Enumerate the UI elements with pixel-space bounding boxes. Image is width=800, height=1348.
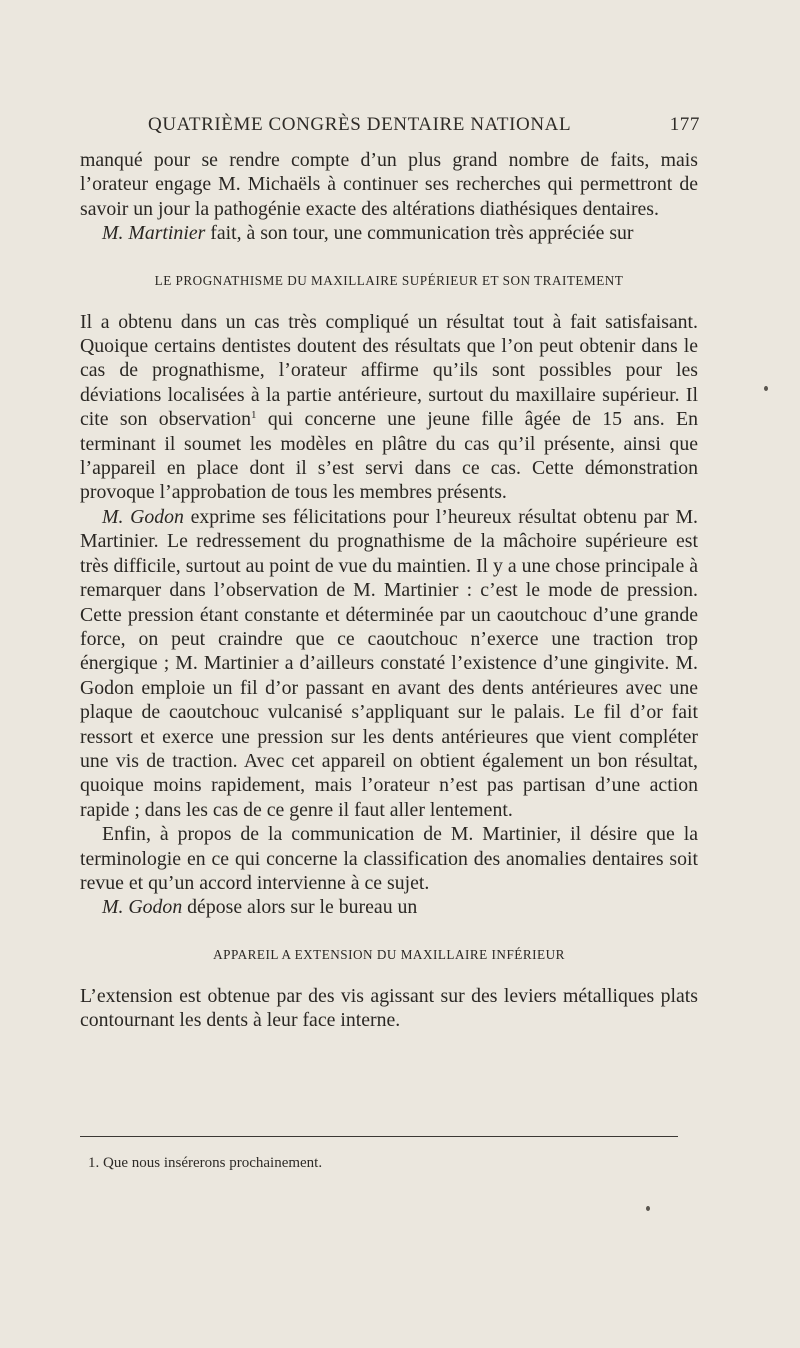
speaker-name: M. Godon — [102, 896, 183, 919]
paper-speck — [646, 1206, 650, 1211]
paragraph-6 — [80, 895, 698, 919]
paragraph-3-text-a: Il a obtenu dans un cas très compliqué un résultat tout à fait satisfaisant. Quoique certains dentistes doutent des résultats que l’on peut obtenir dans le cas de prognathisme, l’orateur affirme qu’ils sont possibles pour les déviations localisées à la partie antérieure, surtout du maxillaire supérieur. Il cite son observation — [80, 310, 698, 431]
paragraph-4-text: exprime ses félicitations pour l’heureux résultat obtenu par M. Martinier. Le redressement du prognathisme de la mâchoire supérieure est très difficile, surtout au point de vue du maintien. Il y a une chose principale à remarquer dans l’observation de M. Martinier : c’est le mode de pression. Cette pression étant constante et déterminée par un caoutchouc d’une grande force, on peut craindre que ce caoutchouc n’exerce une traction trop énergique ; M. Martinier a d’ailleurs constaté l’existence d’une gingivite. M. Godon emploie un fil d’or passant en avant des dents antérieures avec une plaque de caoutchouc vulcanisé s’appliquant sur le palais. Le fil d’or fait ressort et exerce une pression sur les dents antérieures que vient compléter une vis de traction. Avec cet appareil on obtient également un bon résultat, quoique moins rapidement, mais l’orateur n’est pas partisan d’une action rapide ; dans les cas de ce genre il faut aller lentement. — [80, 505, 699, 821]
footnote-rule — [80, 1136, 678, 1137]
paper-speck — [764, 386, 768, 391]
page-number: 177 — [669, 114, 700, 135]
speaker-name: M. Martinier — [102, 222, 206, 245]
paragraph-6-text: dépose alors sur le bureau un — [182, 896, 418, 919]
running-header — [148, 114, 708, 136]
paragraph-2-text: fait, à son tour, une communication très appréciée sur — [205, 222, 634, 245]
paragraph-3-text-b: qui concerne une jeune fille âgée de 15 ans. En terminant il soumet les modèles en plâtre du cas qu’il présente, ainsi que l’appareil en place dont il s’est servi dans ce cas. Cette démonstration provoque l’approbation de tous les membres présents. — [80, 408, 698, 504]
footnote-text: Que nous insérerons prochainement. — [99, 1155, 323, 1171]
footnote-marker: 1. — [88, 1155, 100, 1171]
speaker-name: M. Godon — [102, 505, 184, 528]
paragraph-1: manqué pour se rendre compte d’un plus grand nombre de faits, mais l’orateur engage M. Michaëls à continuer ses recherches qui permettront de savoir un jour la pathogénie exacte des altérations diathésiques dentaires. — [80, 149, 698, 220]
paragraph-5: Enfin, à propos de la communication de M. Martinier, il désire que la terminologie en ce qui concerne la classification des anomalies dentaires soit revue et qu’un accord intervienne à ce sujet. — [80, 823, 698, 894]
section-heading-prognathisme: LE PROGNATHISME DU MAXILLAIRE SUPÉRIEUR ET SON TRAITEMENT — [154, 272, 624, 288]
section-heading-appareil: APPAREIL A EXTENSION DU MAXILLAIRE INFÉRIEUR — [213, 946, 565, 962]
paragraph-7: L’extension est obtenue par des vis agissant sur des leviers métalliques plats contournant les dents à leur face interne. — [80, 984, 698, 1032]
main-text — [80, 148, 698, 1033]
paragraph-2 — [80, 221, 698, 245]
footnote — [88, 1155, 322, 1172]
paragraph-3 — [80, 310, 698, 505]
running-title: QUATRIÈME CONGRÈS DENTAIRE NATIONAL — [148, 114, 572, 135]
paragraph-4 — [80, 505, 698, 822]
footnote-ref: 1 — [251, 409, 257, 422]
